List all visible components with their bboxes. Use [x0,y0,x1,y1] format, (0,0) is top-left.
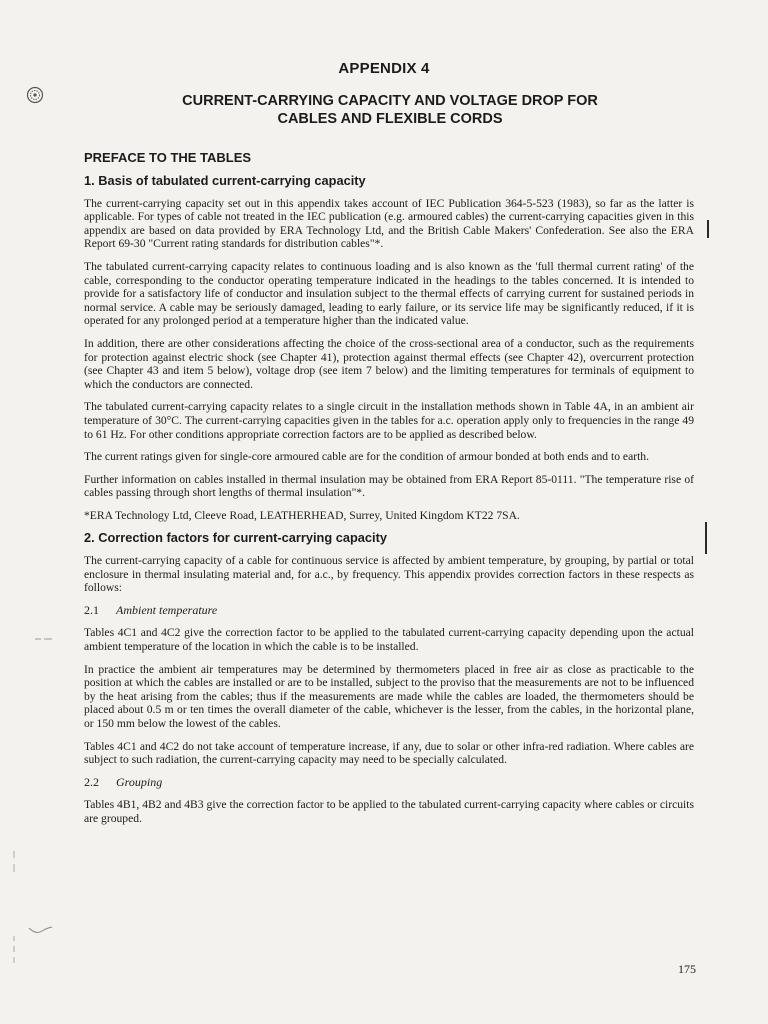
subsection-2-1-paragraph-3: Tables 4C1 and 4C2 do not take account of temperature increase, if any, due to solar or other infra-red radiation. Where cables are subject to such radiation, the current-carrying capacity may need to be specially calculated. [84,739,694,767]
page-number: 175 [678,962,696,976]
subsection-2-1-paragraph-1: Tables 4C1 and 4C2 give the correction factor to be applied to the tabulated current-carrying capacity depending upon the actual ambient temperature of the location in which the cable is to be installed. [84,626,694,654]
section-1-paragraph-3: In addition, there are other considerations affecting the choice of the cross-sectional area of a conductor, such as the requirements for protection against electric shock (see Chapter 41), protection against thermal effects (see Chapter 42), overcurrent protection (see Chapter 43 and item 5 below), voltage drop (see item 7 below) and the limiting temperatures for terminals of equipment to which the conductors are connected. [84,336,694,391]
subsection-2-1-heading [84,604,694,618]
footnote: *ERA Technology Ltd, Cleeve Road, LEATHERHEAD, Surrey, United Kingdom KT22 7SA. [84,508,520,522]
section-1-paragraph-5: The current ratings given for single-core armoured cable are for the condition of armour bonded at both ends and to earth. [84,450,649,464]
section-1-paragraph-4: The tabulated current-carrying capacity relates to a single circuit in the installation methods shown in Table 4A, in an ambient air temperature of 30°C. The current-carrying capacities given in the tables for a.c. operation apply only to frequencies in the range 49 to 61 Hz. For other conditions appropriate correction factors are to be applied as described below. [84,400,694,441]
main-title-line-2: CABLES AND FLEXIBLE CORDS [277,111,503,127]
subsection-2-1-title: Ambient temperature [116,602,218,617]
section-1-heading: 1. Basis of tabulated current-carrying capacity [84,173,366,188]
section-2-intro: The current-carrying capacity of a cable for continuous service is affected by ambient temperature, by grouping, by partial or total enclosure in thermal insulating material and, for a.c., by frequency. This appendix provides correction factors in these respects as follows: [84,554,694,595]
section-1-paragraph-6: Further information on cables installed in thermal insulation may be obtained from ERA Report 85-0111. "The temperature rise of cables passing through short lengths of thermal insulation"*. [84,472,694,500]
preface-heading: PREFACE TO THE TABLES [84,150,252,165]
section-2-heading: 2. Correction factors for current-carrying capacity [84,530,387,546]
subsection-2-1-paragraph-2: In practice the ambient air temperatures may be determined by thermometers placed in free air as close as practicable to the position at which the cables are installed or are to be installed, subject to the proviso that the measurements are not to be influenced by the heat arising from the cables; thus if the measurements are made while the cables are loaded, the thermometers should be placed about 0.5 m or ten times the overall diameter of the cable, whichever is the lesser, from the cables, in the horizontal plane, or 150 mm below the lowest of the cables. [84,662,694,730]
main-title-line-1: CURRENT-CARRYING CAPACITY AND VOLTAGE DROP FOR [182,93,598,109]
subsection-2-2-number: 2.2 [84,774,99,789]
margin-tick-mark [12,850,16,878]
margin-curve-mark [28,924,54,936]
section-1-paragraph-1: The current-carrying capacity set out in this appendix takes account of IEC Publication 364-5-523 (1983), so far as the latter is applicable. For types of cable not treated in the IEC publication (e.g. armoured cables) the current-carrying capacities given in this appendix are based on data provided by ERA Technology Ltd, and the British Cable Makers' Confederation. See also the ERA Report 69-30 "Current rating standards for distribution cables"*. [84,196,694,251]
subsection-2-2-title: Grouping [116,774,163,789]
subsection-2-2-paragraph-1: Tables 4B1, 4B2 and 4B3 give the correction factor to be applied to the tabulated current-carrying capacity where cables or circuits are grouped. [84,798,694,825]
subsection-2-1-number: 2.1 [84,602,99,617]
margin-tick-mark [12,935,16,965]
revision-bar [707,220,709,238]
appendix-heading: APPENDIX 4 [338,60,430,77]
seal-icon [26,86,44,104]
main-title [130,92,650,128]
margin-dash-mark [34,636,54,642]
body-content [84,174,694,835]
subsection-2-2-heading [84,776,694,790]
revision-bar [705,522,707,554]
section-1-paragraph-2: The tabulated current-carrying capacity relates to continuous loading and is also known as the 'full thermal current rating' of the cable, corresponding to the conductor operating temperature indicated in the headings to the tables concerned. It is intended to provide for a satisfactory life of conductor and insulation subject to the thermal effects of carrying current for sustained periods in normal service. A cable may be seriously damaged, leading to early failure, or its service life may be significantly reduced, if it is operated for any prolonged period at a temperature higher than the indicated value. [84,259,694,328]
